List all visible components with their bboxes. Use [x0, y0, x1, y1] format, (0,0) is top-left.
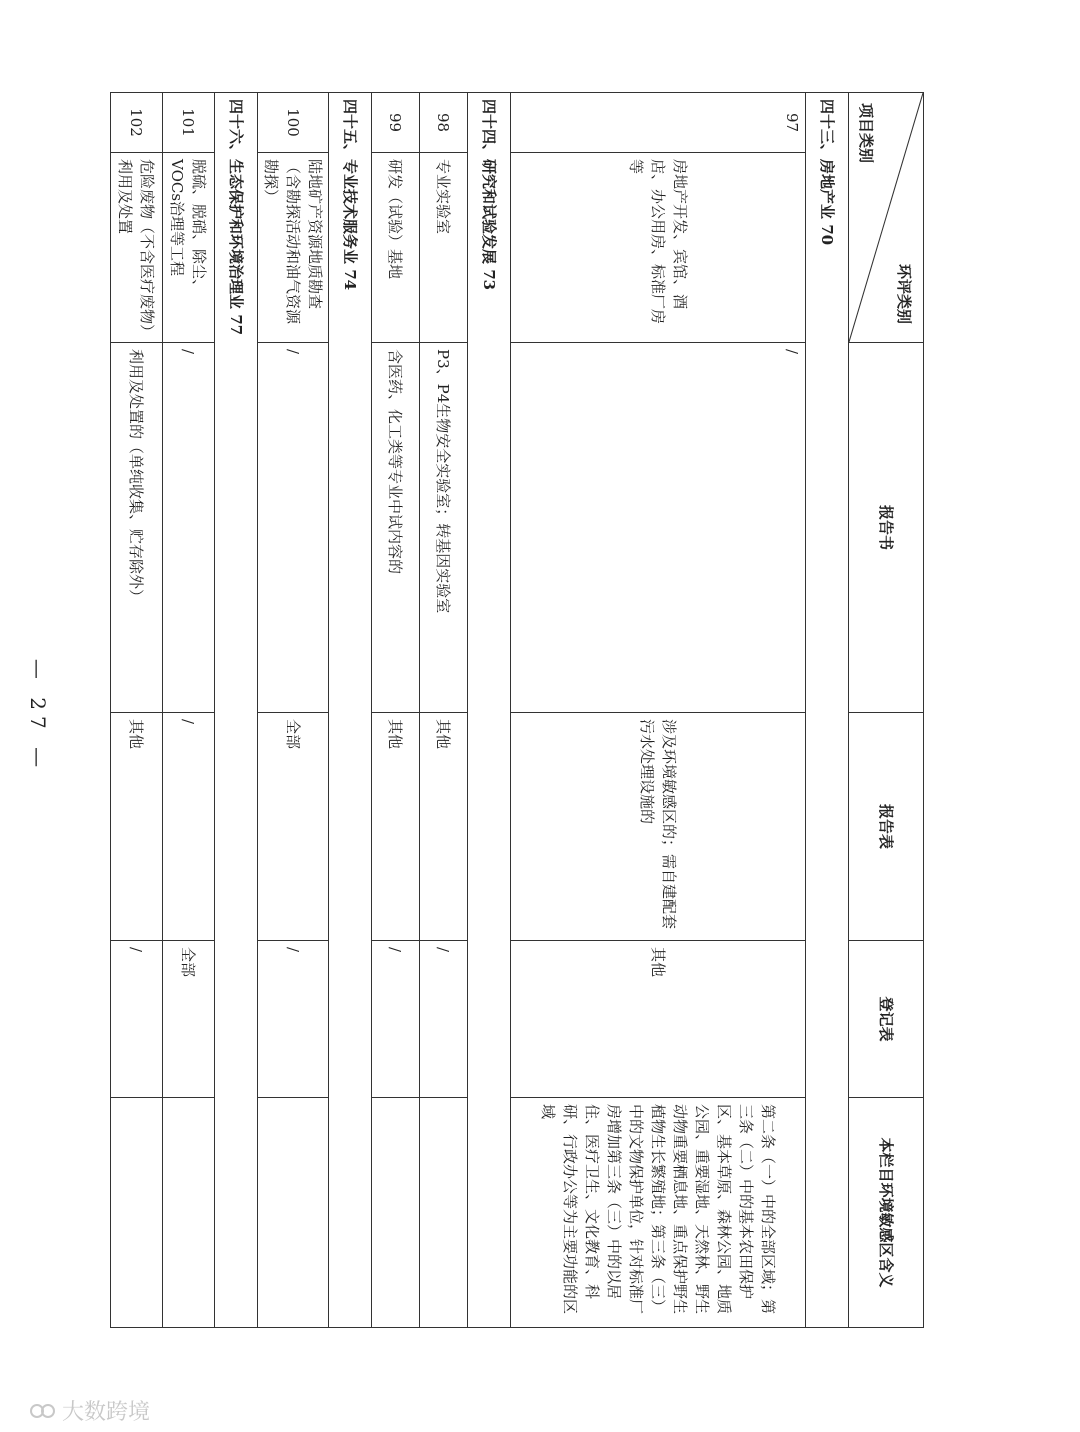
- table-row: [111, 93, 163, 1328]
- sensitive-cell: [258, 1098, 329, 1328]
- header-table: 报告表: [849, 713, 924, 941]
- table-cell: 其他: [372, 713, 420, 941]
- table-row: [258, 93, 329, 1328]
- row-number: 98: [420, 93, 468, 153]
- register-cell: /: [111, 941, 163, 1098]
- table-row: [372, 93, 420, 1328]
- section-row: [806, 93, 849, 1328]
- report-cell: 含医药、化工类等专业中试内容的: [372, 343, 420, 713]
- register-cell: 其他: [511, 941, 806, 1098]
- section-title: 四十四、研究和试验发展 73: [468, 93, 511, 1328]
- project-name: 专业实验室: [420, 153, 468, 343]
- sensitive-cell: [163, 1098, 215, 1328]
- project-name: 研发（试验）基地: [372, 153, 420, 343]
- eia-classification-table: [110, 92, 924, 1328]
- page-number: — 27 —: [26, 658, 50, 774]
- table-cell: 其他: [420, 713, 468, 941]
- header-register: 登记表: [849, 941, 924, 1098]
- sensitive-cell: [420, 1098, 468, 1328]
- watermark-logo-icon: [30, 1401, 56, 1421]
- register-cell: 全部: [163, 941, 215, 1098]
- project-name: 房地产开发、宾馆、酒店、办公用房、标准厂房等: [511, 153, 806, 343]
- diag-bottom-label: 项目类别: [857, 103, 875, 164]
- project-name: 脱硫、脱硝、除尘、VOCs治理等工程: [163, 153, 215, 343]
- table-row: [163, 93, 215, 1328]
- diagonal-header-cell: [849, 93, 924, 343]
- row-number: 99: [372, 93, 420, 153]
- project-name: 危险废物（不含医疗废物）利用及处置: [111, 153, 163, 343]
- table-cell: 全部: [258, 713, 329, 941]
- report-cell: /: [511, 343, 806, 713]
- table-row: [511, 93, 806, 1328]
- section-row: [215, 93, 258, 1328]
- register-cell: /: [372, 941, 420, 1098]
- sensitive-cell: [111, 1098, 163, 1328]
- register-cell: /: [258, 941, 329, 1098]
- row-number: 97: [511, 93, 806, 153]
- section-row: [329, 93, 372, 1328]
- watermark-text: 大数跨境: [62, 1400, 151, 1425]
- section-title: 四十三、房地产业 70: [806, 93, 849, 1328]
- watermark: [30, 1395, 150, 1426]
- table-cell: /: [163, 713, 215, 941]
- table-header-row: [849, 93, 924, 1328]
- register-cell: /: [420, 941, 468, 1098]
- header-report: 报告书: [849, 343, 924, 713]
- section-title: 四十五、专业技术服务业 74: [329, 93, 372, 1328]
- sensitive-cell: 第二条（一）中的全部区域；第三条（二）中的基本农田保护区、基本草原、森林公园、地质公园、重要湿地、天然林、野生动物重要栖息地、重点保护野生植物生长繁殖地；第三条（三）中的文物保护单位，针对标准厂房增加第三条（三）中的以居住、医疗卫生、文化教育、科研、行政办公等为主要功能的区域: [511, 1098, 806, 1328]
- project-name: 陆地矿产资源地质勘查（含勘探活动和油气资源勘探）: [258, 153, 329, 343]
- report-cell: /: [163, 343, 215, 713]
- diag-top-label: 环评类别: [895, 263, 913, 324]
- section-title: 四十六、生态保护和环境治理业 77: [215, 93, 258, 1328]
- row-number: 101: [163, 93, 215, 153]
- report-cell: P3、P4生物安全实验室；转基因实验室: [420, 343, 468, 713]
- report-cell: 利用及处置的（单纯收集、贮存除外）: [111, 343, 163, 713]
- section-row: [468, 93, 511, 1328]
- header-sensitive: 本栏目环境敏感区含义: [849, 1098, 924, 1328]
- row-number: 100: [258, 93, 329, 153]
- row-number: 102: [111, 93, 163, 153]
- table-cell: 其他: [111, 713, 163, 941]
- table-cell: 涉及环境敏感区的；需自建配套污水处理设施的: [511, 713, 806, 941]
- sensitive-cell: [372, 1098, 420, 1328]
- table-row: [420, 93, 468, 1328]
- report-cell: /: [258, 343, 329, 713]
